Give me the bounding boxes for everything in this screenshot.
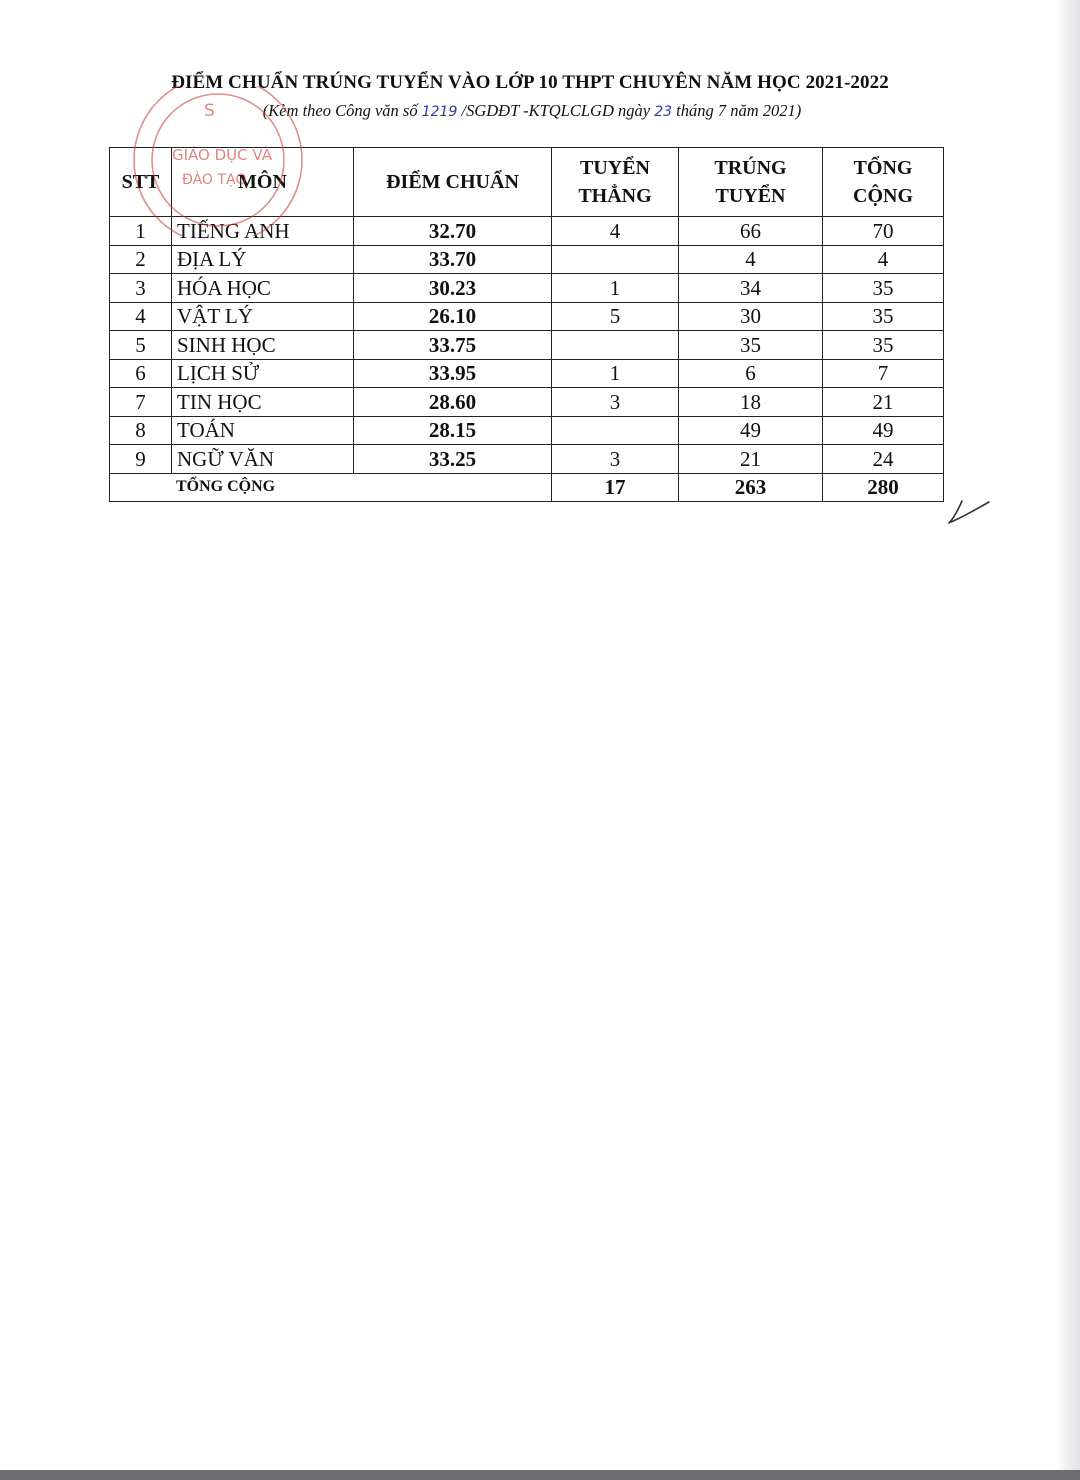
cell-score: 32.70 <box>354 217 552 246</box>
cell-direct <box>552 331 679 360</box>
signature-mark <box>945 498 991 526</box>
header-total <box>823 148 944 217</box>
stamp-letter: S <box>204 101 215 121</box>
cell-score: 33.70 <box>354 245 552 274</box>
admission-score-table <box>109 147 944 502</box>
cell-admitted: 21 <box>679 445 823 474</box>
cell-subject: LỊCH SỬ <box>172 359 354 388</box>
cell-total: 49 <box>823 416 944 445</box>
cell-admitted: 18 <box>679 388 823 417</box>
cell-stt: 7 <box>110 388 172 417</box>
cell-total: 7 <box>823 359 944 388</box>
cell-total: 70 <box>823 217 944 246</box>
page-edge-shadow <box>1058 0 1080 1480</box>
subtitle-middle: /SGDĐT -KTQLCLGD ngày <box>457 101 655 120</box>
document-title: ĐIỂM CHUẨN TRÚNG TUYỂN VÀO LỚP 10 THPT CHUYÊN NĂM HỌC 2021-2022 <box>171 72 889 93</box>
cell-direct: 1 <box>552 359 679 388</box>
cell-score: 33.25 <box>354 445 552 474</box>
header-stt: STT <box>110 148 172 217</box>
cell-stt: 3 <box>110 274 172 303</box>
table-row <box>110 302 944 331</box>
header-subject: MÔN <box>172 148 354 217</box>
cell-total: 35 <box>823 331 944 360</box>
cell-admitted: 6 <box>679 359 823 388</box>
table-row <box>110 245 944 274</box>
cell-stt: 9 <box>110 445 172 474</box>
total-admitted: 263 <box>679 473 823 502</box>
cell-total: 21 <box>823 388 944 417</box>
header-admitted <box>679 148 823 217</box>
cell-direct: 3 <box>552 445 679 474</box>
cell-score: 30.23 <box>354 274 552 303</box>
table-row <box>110 388 944 417</box>
cell-stt: 8 <box>110 416 172 445</box>
table-header-row <box>110 148 944 217</box>
handwritten-doc-number: 1219 <box>421 104 458 120</box>
table-row <box>110 217 944 246</box>
table-row <box>110 445 944 474</box>
cell-subject: TIN HỌC <box>172 388 354 417</box>
cell-direct: 5 <box>552 302 679 331</box>
cell-subject: TIẾNG ANH <box>172 217 354 246</box>
cell-subject: NGỮ VĂN <box>172 445 354 474</box>
cell-total: 4 <box>823 245 944 274</box>
cell-total: 35 <box>823 274 944 303</box>
subtitle-suffix: tháng 7 năm 2021) <box>672 101 802 120</box>
header-total-line1: TỔNG <box>853 157 913 179</box>
header-score: ĐIỂM CHUẨN <box>354 148 552 217</box>
stamp-line2: ĐÀO TẠO <box>182 172 247 188</box>
cell-stt: 1 <box>110 217 172 246</box>
cell-score: 26.10 <box>354 302 552 331</box>
header-direct <box>552 148 679 217</box>
cell-direct <box>552 416 679 445</box>
cell-direct <box>552 245 679 274</box>
cell-admitted: 34 <box>679 274 823 303</box>
cell-total: 35 <box>823 302 944 331</box>
table-row <box>110 359 944 388</box>
header-total-line2: CỘNG <box>853 185 913 207</box>
subtitle-prefix: (Kèm theo Công văn số <box>262 101 422 120</box>
cell-score: 28.60 <box>354 388 552 417</box>
cell-stt: 2 <box>110 245 172 274</box>
cell-score: 33.95 <box>354 359 552 388</box>
cell-direct: 1 <box>552 274 679 303</box>
cell-direct: 4 <box>552 217 679 246</box>
cell-admitted: 35 <box>679 331 823 360</box>
cell-admitted: 30 <box>679 302 823 331</box>
stamp-line1: GIÁO DỤC VÀ <box>172 146 272 164</box>
cell-score: 33.75 <box>354 331 552 360</box>
header-admitted-line2: TUYỂN <box>715 185 786 207</box>
cell-admitted: 66 <box>679 217 823 246</box>
total-direct: 17 <box>552 473 679 502</box>
cell-direct: 3 <box>552 388 679 417</box>
document-subtitle <box>0 101 1064 121</box>
header-admitted-line1: TRÚNG <box>714 157 787 179</box>
cell-subject: SINH HỌC <box>172 331 354 360</box>
cell-admitted: 4 <box>679 245 823 274</box>
cell-subject: HÓA HỌC <box>172 274 354 303</box>
cell-subject: VẬT LÝ <box>172 302 354 331</box>
total-label: TỔNG CỘNG <box>110 473 552 502</box>
table-row <box>110 416 944 445</box>
table-row <box>110 274 944 303</box>
cell-subject: ĐỊA LÝ <box>172 245 354 274</box>
bottom-edge-bar <box>0 1470 1080 1480</box>
cell-score: 28.15 <box>354 416 552 445</box>
cell-stt: 6 <box>110 359 172 388</box>
cell-admitted: 49 <box>679 416 823 445</box>
cell-stt: 4 <box>110 302 172 331</box>
cell-stt: 5 <box>110 331 172 360</box>
header-direct-line1: TUYỂN <box>579 157 650 179</box>
cell-total: 24 <box>823 445 944 474</box>
total-total: 280 <box>823 473 944 502</box>
table-row <box>110 331 944 360</box>
header-direct-line2: THẲNG <box>578 185 652 207</box>
cell-subject: TOÁN <box>172 416 354 445</box>
table-total-row <box>110 473 944 502</box>
handwritten-day: 23 <box>654 104 673 120</box>
